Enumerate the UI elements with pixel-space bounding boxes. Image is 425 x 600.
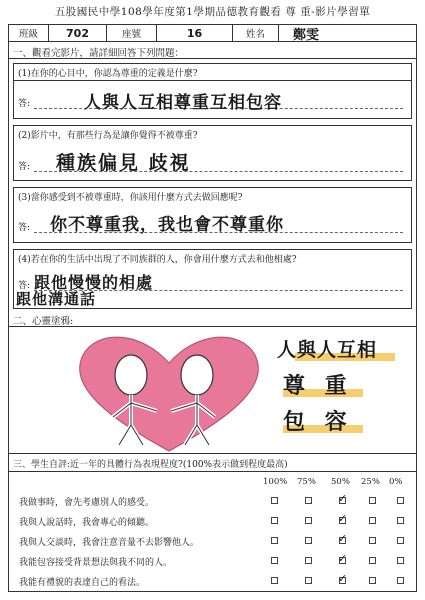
header-row — [9, 25, 416, 42]
checkbox[interactable] — [271, 497, 278, 504]
column-header: 75% — [297, 477, 316, 487]
answer-1-label: 答: — [18, 99, 31, 109]
doodle-line-2: 尊 重 — [283, 374, 353, 399]
checkbox[interactable] — [305, 557, 312, 564]
answer-4-text-line2: 跟他溝通話 — [16, 290, 97, 308]
class-value: 702 — [49, 25, 107, 41]
checkbox[interactable] — [369, 557, 376, 564]
checkbox[interactable] — [305, 517, 312, 524]
page-title: 五股國民中學108學年度第1學期品德教育觀看 尊 重-影片學習單 — [54, 6, 371, 18]
name-label: 姓名 — [233, 25, 279, 41]
checkbox[interactable] — [305, 537, 312, 544]
question-3-text: (3)當你感受到不被尊重時，你該用什麼方式去做回應呢? — [18, 193, 243, 203]
answer-2-label: 答: — [18, 162, 31, 172]
eval-item: 我與人說話時，我會專心的傾聽。 — [19, 518, 155, 528]
seat-value: 16 — [157, 25, 233, 41]
question-4-box — [13, 249, 412, 309]
doodle-drawing — [69, 333, 269, 453]
checkbox[interactable] — [369, 517, 376, 524]
divider — [9, 58, 416, 59]
divider — [9, 453, 416, 454]
question-4-text: (4)若在你的生活中出現了不同族群的人，你會用什麼方式去和他相處? — [18, 255, 297, 265]
answer-3-text: 你不尊重我，我也會不尊重你 — [50, 215, 284, 235]
answer-3-label: 答: — [18, 223, 31, 233]
column-header: 25% — [361, 477, 380, 487]
checkbox[interactable] — [397, 497, 404, 504]
self-eval-table — [9, 475, 418, 591]
check-mark: ✓ — [338, 552, 348, 565]
seat-label: 座號 — [107, 25, 157, 41]
name-value: 鄭雯 — [293, 27, 320, 43]
question-1-box — [13, 63, 412, 119]
check-mark: ✓ — [338, 492, 348, 505]
answer-4-label: 答: — [18, 281, 31, 291]
section3-heading: 三、學生自評:近一年的具體行為表現程度?(100%表示做到程度最高) — [13, 460, 288, 470]
section2-heading: 二、心靈塗鴉: — [13, 316, 74, 327]
check-mark: ✓ — [338, 572, 348, 585]
checkbox[interactable] — [397, 557, 404, 564]
eval-item: 我能有禮貌的表達自己的看法。 — [19, 578, 146, 588]
answer-2-text: 種族偏見 歧視 — [56, 152, 191, 174]
doodle-line-3: 包 容 — [283, 410, 353, 435]
class-label: 班級 — [9, 25, 49, 41]
checkbox[interactable] — [369, 497, 376, 504]
checkbox[interactable] — [305, 577, 312, 584]
worksheet — [8, 24, 417, 592]
checkbox[interactable] — [397, 577, 404, 584]
checkbox[interactable] — [271, 557, 278, 564]
checkbox[interactable] — [397, 517, 404, 524]
checkbox[interactable] — [271, 537, 278, 544]
checkbox[interactable] — [305, 497, 312, 504]
divider — [14, 80, 411, 81]
eval-item: 我與人交談時，我會注意音量不去影響他人。 — [19, 538, 200, 548]
check-mark: ✓ — [338, 512, 348, 525]
checkbox[interactable] — [397, 537, 404, 544]
heart-shape — [80, 337, 259, 451]
doodle-text-block — [277, 335, 407, 439]
question-2-text: (2)影片中，有那些行為是讓你覺得不被尊重? — [18, 131, 198, 141]
checkbox[interactable] — [369, 577, 376, 584]
answer-1-text: 人與人互相尊重互相包容 — [84, 93, 282, 113]
column-header: 50% — [331, 477, 350, 487]
section1-heading: 一、觀看完影片，請詳細回答下列問題： — [13, 48, 185, 59]
divider — [9, 326, 416, 327]
column-header: 0% — [389, 477, 403, 487]
question-1-text: (1)在你的心目中，你認為尊重的定義是什麼? — [18, 69, 198, 79]
checkbox[interactable] — [369, 537, 376, 544]
doodle-line-1: 人與人互相 — [277, 339, 378, 361]
question-3-box — [13, 187, 412, 243]
checkbox[interactable] — [271, 517, 278, 524]
column-header: 100% — [263, 477, 288, 487]
question-2-box — [13, 125, 412, 181]
check-mark: ✓ — [338, 532, 348, 545]
checkbox[interactable] — [271, 577, 278, 584]
eval-item: 我能包容接受背景想法與我不同的人。 — [19, 558, 173, 568]
divider — [9, 471, 416, 472]
answer-4-text: 跟他慢慢的相處 — [34, 273, 154, 292]
heart-people-drawing — [69, 333, 269, 453]
eval-item: 我做事時，會先考慮別人的感受。 — [19, 498, 155, 508]
